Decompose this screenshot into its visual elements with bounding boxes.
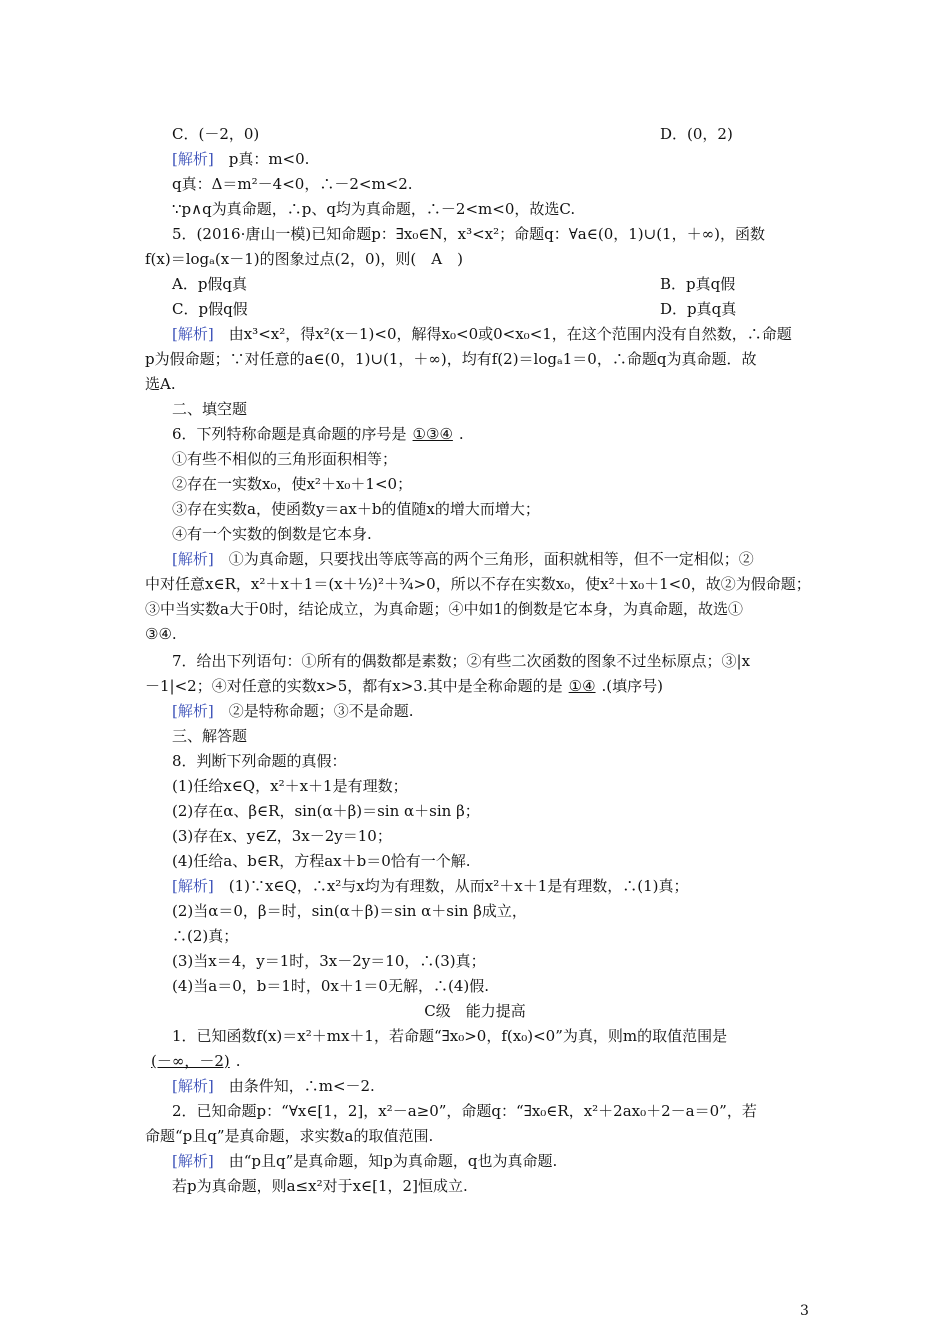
option-a: A．p假q真 (172, 275, 248, 293)
text-line: f(x)＝logₐ(x－1)的图象过点(2，0)，则( A ) (145, 250, 463, 268)
analysis-line: [解析] ②是特称命题；③不是命题. (172, 702, 414, 720)
text-line: (－∞，－2) . (145, 1052, 815, 1070)
text-line: (2)当α＝0，β＝时，sin(α＋β)＝sin α＋sin β成立， (172, 902, 527, 920)
question-5: 5．(2016·唐山一模)已知命题p：∃x₀∈N，x³<x²；命题q：∀a∈(0，1)∪(1，＋∞)，函数 (172, 225, 765, 243)
option-c: C．(－2，0) (172, 125, 260, 143)
analysis-line: [解析] ①为真命题，只要找出等底等高的两个三角形，面积就相等，但不一定相似；② (172, 550, 754, 568)
analysis-tag: [解析] (172, 1152, 214, 1170)
analysis-line: [解析] 由x³<x²，得x²(x－1)<0，解得x₀<0或0<x₀<1，在这个范围内没有自然数，∴命题 (172, 325, 792, 343)
text-line: ③存在实数a，使函数y＝ax＋b的值随x的增大而增大； (172, 500, 540, 518)
option-d: D．p真q真 (660, 300, 737, 318)
answer-blank: (－∞，－2) (151, 1052, 230, 1070)
text-line: ②存在一实数x₀，使x²＋x₀＋1<0； (172, 475, 413, 493)
analysis-line: [解析] 由“p且q”是真命题，知p为真命题，q也为真命题. (172, 1152, 558, 1170)
text-line: (2)存在α、β∈R，sin(α＋β)＝sin α＋sin β； (172, 802, 480, 820)
answer-blank: ①④ (568, 677, 596, 695)
question-6: 6．下列特称命题是真命题的序号是 ①③④ . (172, 425, 464, 443)
text-line: (3)存在x、y∈Z，3x－2y＝10； (172, 827, 392, 845)
text-line: ④有一个实数的倒数是它本身. (172, 525, 372, 543)
question-c2: 2．已知命题p：“∀x∈[1，2]，x²－a≥0”，命题q：“∃x₀∈R，x²＋2ax₀＋2－a＝0”，若 (172, 1102, 757, 1120)
text-line: 若p为真命题，则a≤x²对于x∈[1，2]恒成立. (172, 1177, 468, 1195)
option-row (172, 125, 842, 143)
option-d: D．(0，2) (660, 125, 733, 143)
analysis-tag: [解析] (172, 550, 214, 568)
option-row (172, 275, 842, 293)
section-heading: 三、解答题 (172, 727, 248, 745)
text-line: ①有些不相似的三角形面积相等； (172, 450, 398, 468)
text-line: p为假命题；∵对任意的a∈(0，1)∪(1，＋∞)，均有f(2)＝logₐ1＝0，∴命题q为真命题．故 (145, 350, 757, 368)
section-c-heading: C级 能力提高 (424, 1002, 526, 1020)
answer-blank: ①③④ (412, 425, 453, 443)
analysis-line: [解析] p真：m<0. (172, 150, 310, 168)
analysis-tag: [解析] (172, 702, 214, 720)
text-line: －1|<2；④对任意的实数x>5，都有x>3.其中是全称命题的是 ①④ .(填序号) (145, 677, 664, 695)
analysis-tag: [解析] (172, 325, 214, 343)
analysis-tag: [解析] (172, 877, 214, 895)
text-line: ③④. (145, 625, 177, 643)
text-line: ∵p∧q为真命题，∴p、q均为真命题，∴－2<m<0，故选C. (172, 200, 576, 218)
text-line: q真：Δ＝m²－4<0，∴－2<m<2. (172, 175, 413, 193)
option-row (172, 300, 842, 318)
text-line: (1)任给x∈Q，x²＋x＋1是有理数； (172, 777, 408, 795)
text-line: (4)当a＝0，b＝1时，0x＋1＝0无解，∴(4)假. (172, 977, 489, 995)
text-line: (4)任给a、b∈R，方程ax＋b＝0恰有一个解. (172, 852, 471, 870)
text-line: 中对任意x∈R，x²＋x＋1＝(x＋½)²＋¾>0，所以不存在实数x₀，使x²＋x₀＋1<0，故②为假命题； (145, 575, 811, 593)
section-heading: 二、填空题 (172, 400, 248, 418)
text-line: (3)当x＝4，y＝1时，3x－2y＝10，∴(3)真； (172, 952, 486, 970)
analysis-tag: [解析] (172, 150, 214, 168)
question-7: 7．给出下列语句：①所有的偶数都是素数；②有些二次函数的图象不过坐标原点；③|x (172, 652, 751, 670)
analysis-tag: [解析] (172, 1077, 214, 1095)
text-line: 选A. (145, 375, 176, 393)
analysis-line: [解析] 由条件知，∴m<－2. (172, 1077, 375, 1095)
analysis-line: [解析] (1)∵x∈Q，∴x²与x均为有理数，从而x²＋x＋1是有理数，∴(1)真； (172, 877, 689, 895)
question-8: 8．判断下列命题的真假： (172, 752, 347, 770)
text-line: ③中当实数a大于0时，结论成立，为真命题；④中如1的倒数是它本身，为真命题，故选① (145, 600, 744, 618)
page-number: 3 (800, 1303, 809, 1319)
option-b: B．p真q假 (660, 275, 736, 293)
text-line: ∴(2)真； (172, 927, 239, 945)
question-c1: 1．已知函数f(x)＝x²＋mx＋1，若命题“∃x₀>0，f(x₀)<0”为真，则m的取值范围是 (172, 1027, 728, 1045)
option-c: C．p假q假 (172, 300, 248, 318)
text-line: 命题“p且q”是真命题，求实数a的取值范围. (145, 1127, 434, 1145)
